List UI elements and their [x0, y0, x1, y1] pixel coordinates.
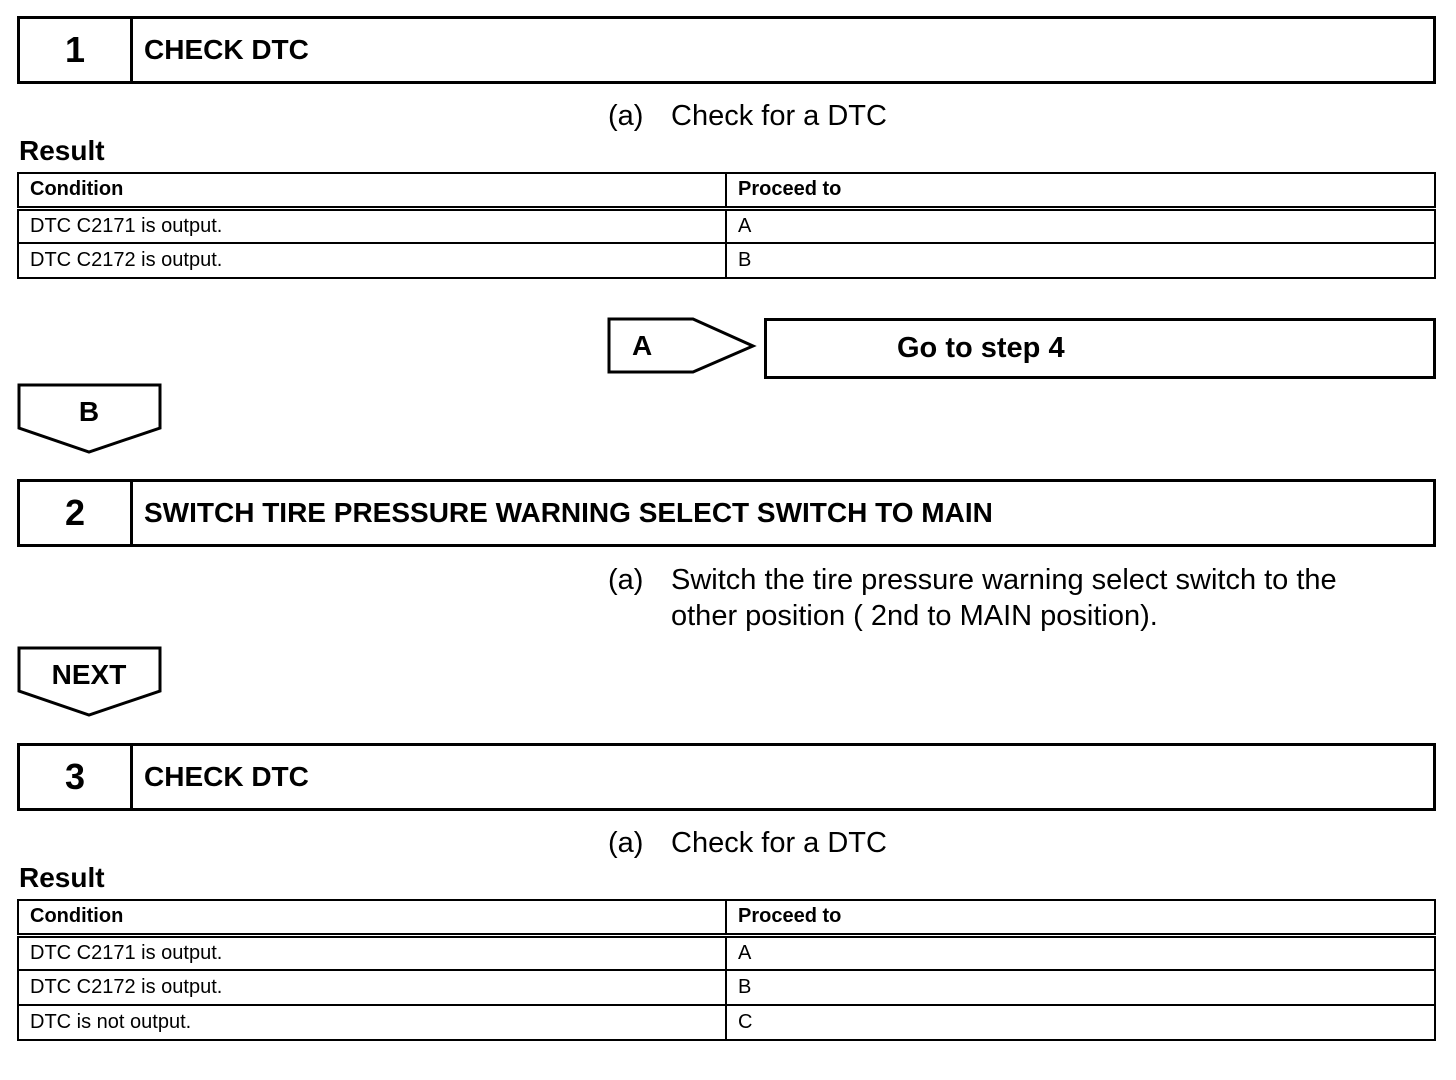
table-row	[18, 243, 1435, 278]
instruction-text: Check for a DTC	[671, 100, 887, 132]
step-title: SWITCH TIRE PRESSURE WARNING SELECT SWITCH TO MAIN	[144, 497, 993, 528]
instruction-label: (a)	[608, 827, 644, 859]
table-row	[18, 208, 1435, 243]
step-1-header	[17, 16, 1436, 84]
step-3-instruction	[608, 825, 1391, 861]
instruction-label: (a)	[608, 564, 644, 596]
table-row	[18, 1005, 1435, 1040]
column-header: Condition	[18, 900, 726, 935]
step-number: 1	[20, 19, 133, 81]
table-cell: B	[726, 243, 1435, 278]
instruction-line: other position ( 2nd to MAIN position).	[671, 600, 1158, 632]
table-cell: DTC is not output.	[18, 1005, 726, 1040]
step-2-instruction	[608, 562, 1391, 634]
step-title: CHECK DTC	[144, 761, 309, 792]
branch-b-label: B	[78, 396, 100, 427]
table-cell: A	[726, 935, 1435, 970]
instruction-text: Check for a DTC	[671, 827, 887, 859]
step-number: 3	[20, 746, 133, 808]
step-2-header	[17, 479, 1436, 547]
step-title: CHECK DTC	[144, 34, 309, 65]
table-cell: DTC C2172 is output.	[18, 243, 726, 278]
column-header: Condition	[18, 173, 726, 208]
column-header: Proceed to	[726, 173, 1435, 208]
table-cell: DTC C2171 is output.	[18, 208, 726, 243]
result-table-3	[17, 899, 1436, 1041]
go-to-step-4-box	[764, 318, 1436, 379]
table-cell: DTC C2172 is output.	[18, 970, 726, 1005]
table-cell: B	[726, 970, 1435, 1005]
instruction-text	[671, 562, 1391, 634]
table-cell: DTC C2171 is output.	[18, 935, 726, 970]
table-row	[18, 935, 1435, 970]
column-header: Proceed to	[726, 900, 1435, 935]
table-cell: A	[726, 208, 1435, 243]
table-row	[18, 970, 1435, 1005]
step-3-header	[17, 743, 1436, 811]
instruction-label: (a)	[608, 100, 644, 132]
instruction-line: Switch the tire pressure warning select switch to the	[671, 564, 1337, 596]
result-heading: Result	[19, 862, 105, 893]
branch-a-label: A	[632, 330, 653, 361]
step-number: 2	[20, 482, 133, 544]
table-cell: C	[726, 1005, 1435, 1040]
branch-a-arrow-icon	[607, 317, 757, 375]
step-1-instruction	[608, 98, 1391, 134]
result-table-1	[17, 172, 1436, 279]
go-to-text: Go to step 4	[897, 332, 1065, 364]
result-heading: Result	[19, 135, 105, 166]
next-label: NEXT	[51, 659, 127, 690]
table-header-row	[18, 900, 1435, 935]
table-header-row	[18, 173, 1435, 208]
